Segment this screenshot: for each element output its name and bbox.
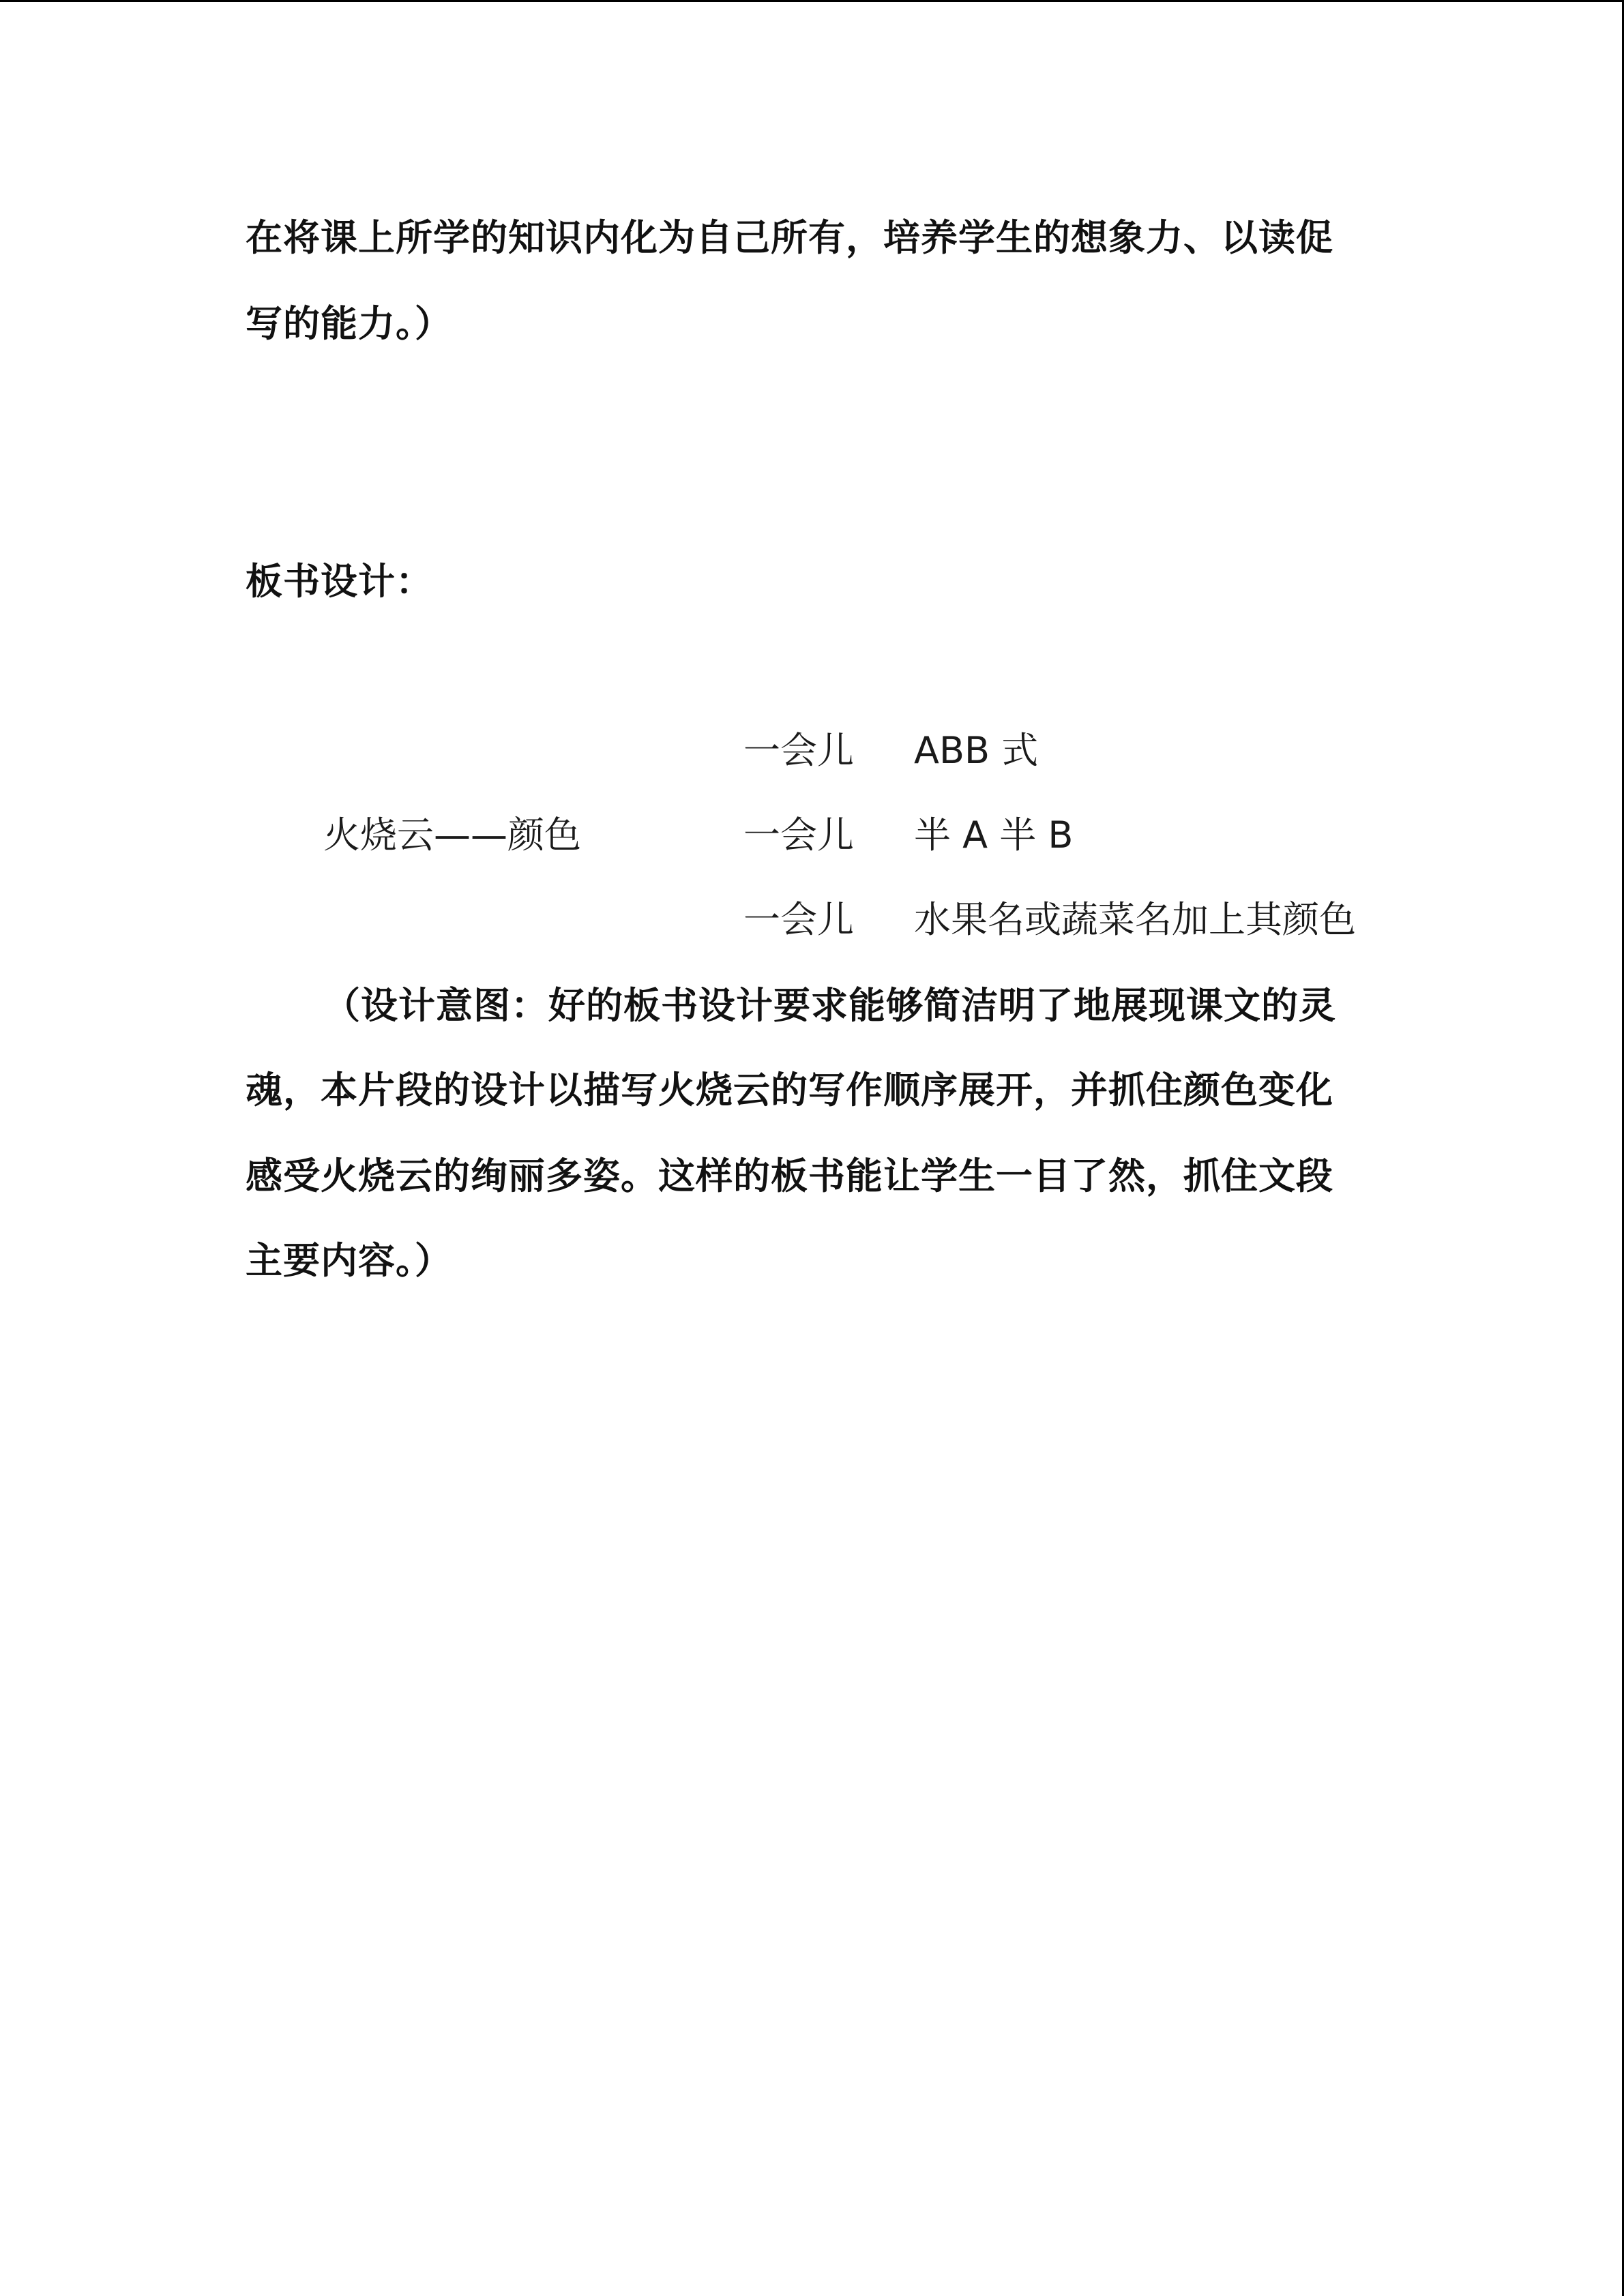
board-row-2-label: 一会儿 bbox=[743, 814, 854, 856]
board-row-3-pattern: 水果名或蔬菜名加上其颜色 bbox=[914, 898, 1356, 941]
board-row-1-pattern: ABB 式 bbox=[914, 729, 1039, 772]
intro-line-1: 在将课上所学的知识内化为自己所有，培养学生的想象力、以读促 bbox=[246, 216, 1333, 259]
board-design-heading: 板书设计： bbox=[246, 560, 433, 603]
intro-line-2: 写的能力。） bbox=[246, 302, 452, 345]
board-row-2-pattern: 半 A 半 B bbox=[914, 814, 1074, 856]
intent-line-4: 主要内容。） bbox=[246, 1239, 452, 1282]
intent-line-3: 感受火烧云的绚丽多姿。这样的板书能让学生一目了然，抓住文段 bbox=[246, 1154, 1333, 1197]
board-left-title: 火烧云——颜色 bbox=[323, 814, 581, 856]
page-border-top bbox=[0, 0, 1624, 2]
intent-line-2: 魂，本片段的设计以描写火烧云的写作顺序展开，并抓住颜色变化 bbox=[246, 1069, 1333, 1112]
board-row-3-label: 一会儿 bbox=[743, 898, 854, 941]
board-row-1-label: 一会儿 bbox=[743, 729, 854, 772]
intent-line-1: （设计意图：好的板书设计要求能够简洁明了地展现课文的灵 bbox=[323, 984, 1336, 1027]
